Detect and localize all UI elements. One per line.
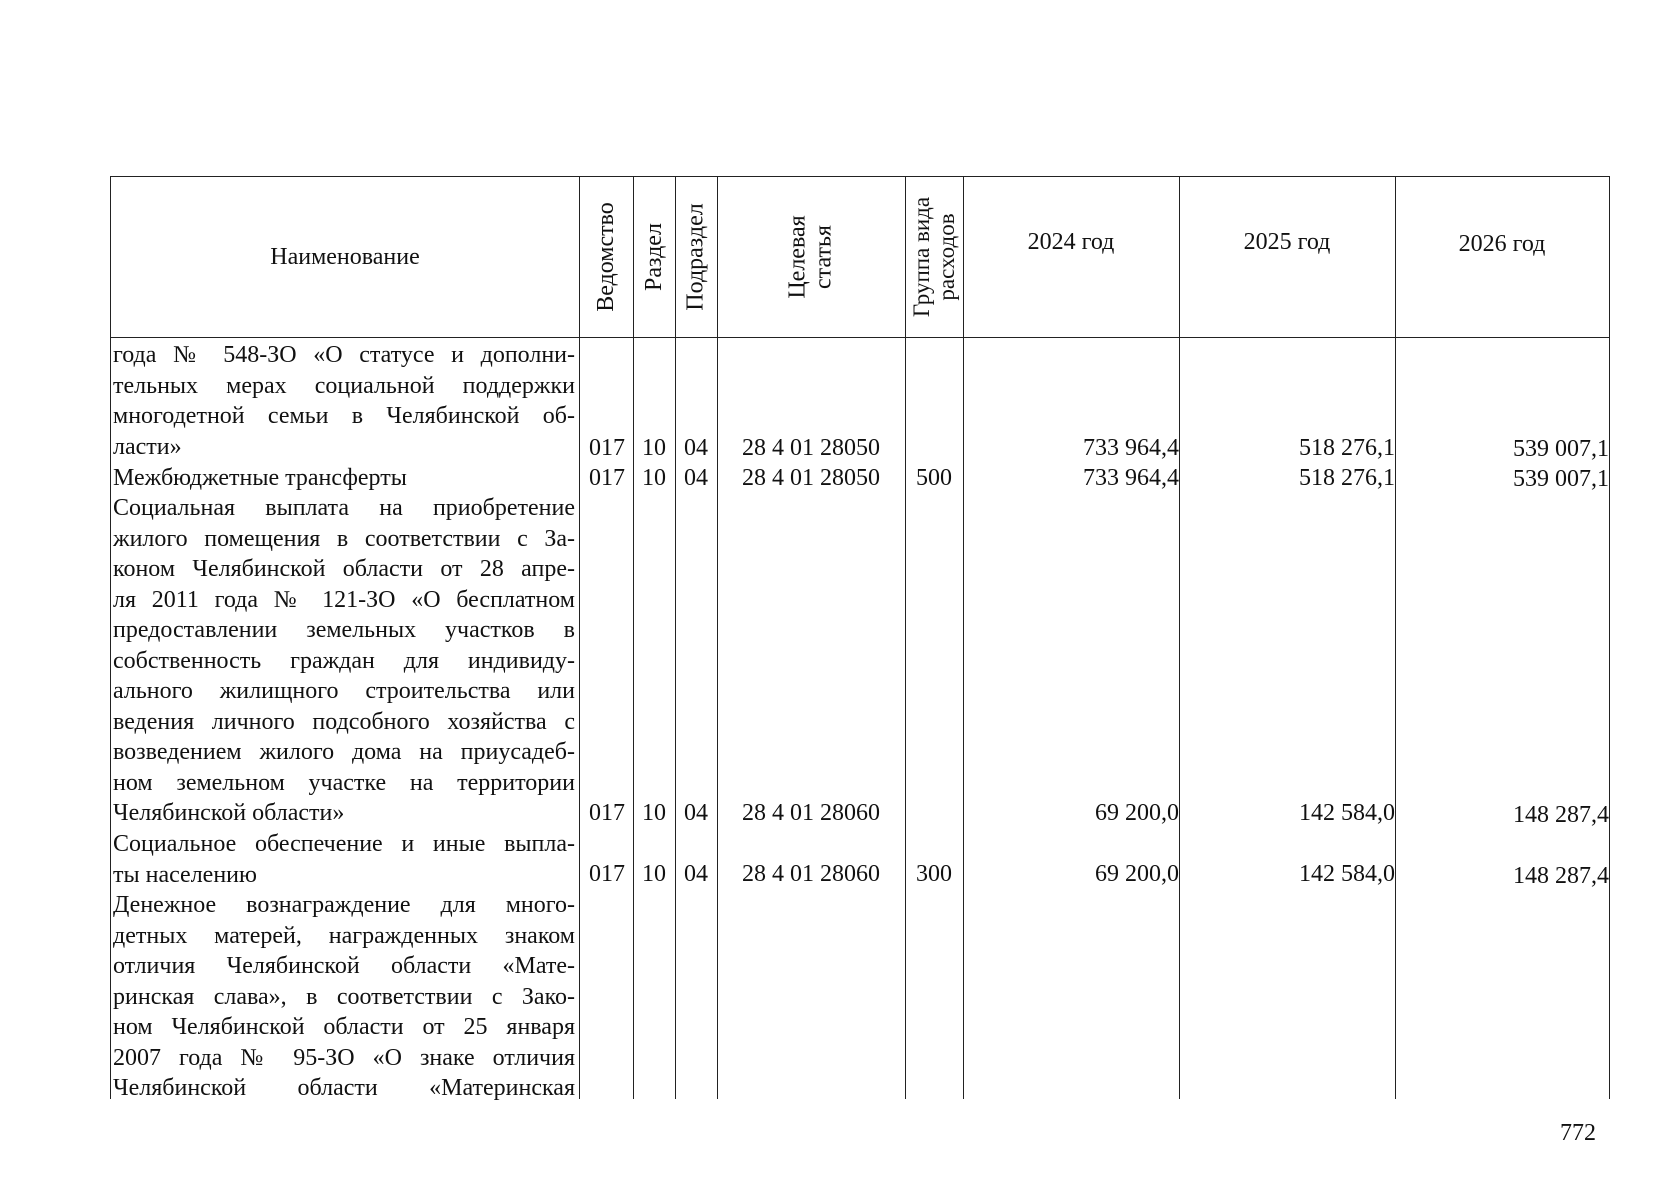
row-name [113,890,575,1104]
name-line: 2007 года № 95-ЗО «О знаке отличия [113,1044,575,1071]
header-2024 [963,177,1179,337]
row-name [113,340,575,462]
cell-podrazdel: 04 [684,800,708,826]
cell-celevaya: 28 4 01 28060 [742,800,880,826]
name-line: детных матерей, награжденных знаком [113,922,575,949]
cell-podrazdel: 04 [684,465,708,491]
name-line: Межбюджетные трансферты [113,465,407,491]
name-line: отличия Челябинской области «Мате- [113,953,575,979]
name-line: ном Челябинской области от 25 января [113,1014,575,1040]
name-line: ласти» [113,433,182,460]
name-line: Денежное вознаграждение для много- [113,892,575,918]
name-line: коном Челябинской области от 28 апре- [113,556,575,582]
header-celevaya-line2: статья [810,225,837,289]
row-name [113,493,575,829]
name-line: многодетной семьи в Челябинской об- [113,403,575,429]
cell-vedomstvo: 017 [589,435,625,461]
cell-podrazdel: 04 [684,861,708,887]
cell-2025: 142 584,0 [1299,861,1395,887]
header-2025 [1179,177,1395,337]
header-vedomstvo-label: Ведомство [593,202,619,312]
cell-2024: 733 964,4 [1083,435,1179,461]
name-line: жилого помещения в соответствии с За- [113,525,575,552]
header-2026-label: 2026 год [1458,231,1546,257]
header-celevaya-line1: Целевая [784,215,811,299]
cell-2024: 733 964,4 [1083,465,1179,491]
name-line: Социальная выплата на приобретение [113,495,575,521]
name-line: Социальное обеспечение и иные выпла- [113,831,575,857]
cell-celevaya: 28 4 01 28050 [742,435,880,461]
name-line: собственность граждан для индивиду- [113,647,575,674]
cell-2025: 518 276,1 [1299,465,1395,491]
cell-razdel: 10 [642,435,666,461]
cell-celevaya: 28 4 01 28060 [742,861,880,887]
cell-2026: 539 007,1 [1513,466,1609,492]
cell-vedomstvo: 017 [589,861,625,887]
cell-2026: 148 287,4 [1513,802,1609,828]
header-divider [111,337,1609,338]
header-2025-label: 2025 год [1243,229,1331,255]
header-celevaya-label [785,215,837,298]
header-gruppa [905,177,963,337]
page-number: 772 [1560,1120,1596,1146]
cell-gruppa: 500 [916,465,952,491]
name-line: тельных мерах социальной поддержки [113,372,575,399]
header-podrazdel [675,177,717,337]
header-2024-label: 2024 год [1027,229,1115,255]
cell-2025: 518 276,1 [1299,435,1395,461]
name-line: ля 2011 года № 121-ЗО «О бесплатном [113,586,575,613]
cell-razdel: 10 [642,800,666,826]
cell-2026: 148 287,4 [1513,863,1609,889]
name-line: года № 548-ЗО «О статусе и дополни- [113,342,575,368]
row-name [113,829,575,890]
cell-2024: 69 200,0 [1095,861,1179,887]
cell-2024: 69 200,0 [1095,800,1179,826]
header-vedomstvo [579,177,633,337]
name-line: ты населению [113,861,257,888]
header-razdel [633,177,675,337]
name-line: ном земельном участке на территории [113,769,575,796]
header-gruppa-line2: расходов [934,213,960,301]
name-line: ального жилищного строительства или [113,678,575,704]
header-celevaya [717,177,905,337]
cell-razdel: 10 [642,465,666,491]
cell-celevaya: 28 4 01 28050 [742,465,880,491]
cell-podrazdel: 04 [684,435,708,461]
name-line: ринская слава», в соответствии с Зако- [113,983,575,1010]
header-razdel-label: Раздел [641,223,668,291]
name-line: предоставлении земельных участков в [113,617,575,643]
header-podrazdel-label: Подраздел [683,203,710,311]
header-2026 [1395,177,1609,337]
cell-2025: 142 584,0 [1299,800,1395,826]
row-name [113,463,575,494]
cell-2026: 539 007,1 [1513,436,1609,462]
name-line: Челябинской области» [113,800,345,826]
header-gruppa-label [909,197,959,317]
cell-razdel: 10 [642,861,666,887]
cell-vedomstvo: 017 [589,465,625,491]
cell-gruppa: 300 [916,861,952,887]
header-name-label: Наименование [270,243,420,270]
name-line: возведением жилого дома на приусадеб- [113,739,575,765]
header-gruppa-line1: Группа вида [909,196,935,318]
cell-vedomstvo: 017 [589,800,625,826]
name-line: ведения личного подсобного хозяйства с [113,708,575,735]
header-name [111,177,579,337]
budget-table [110,176,1610,1099]
name-line: Челябинской области «Материнская [113,1075,575,1101]
